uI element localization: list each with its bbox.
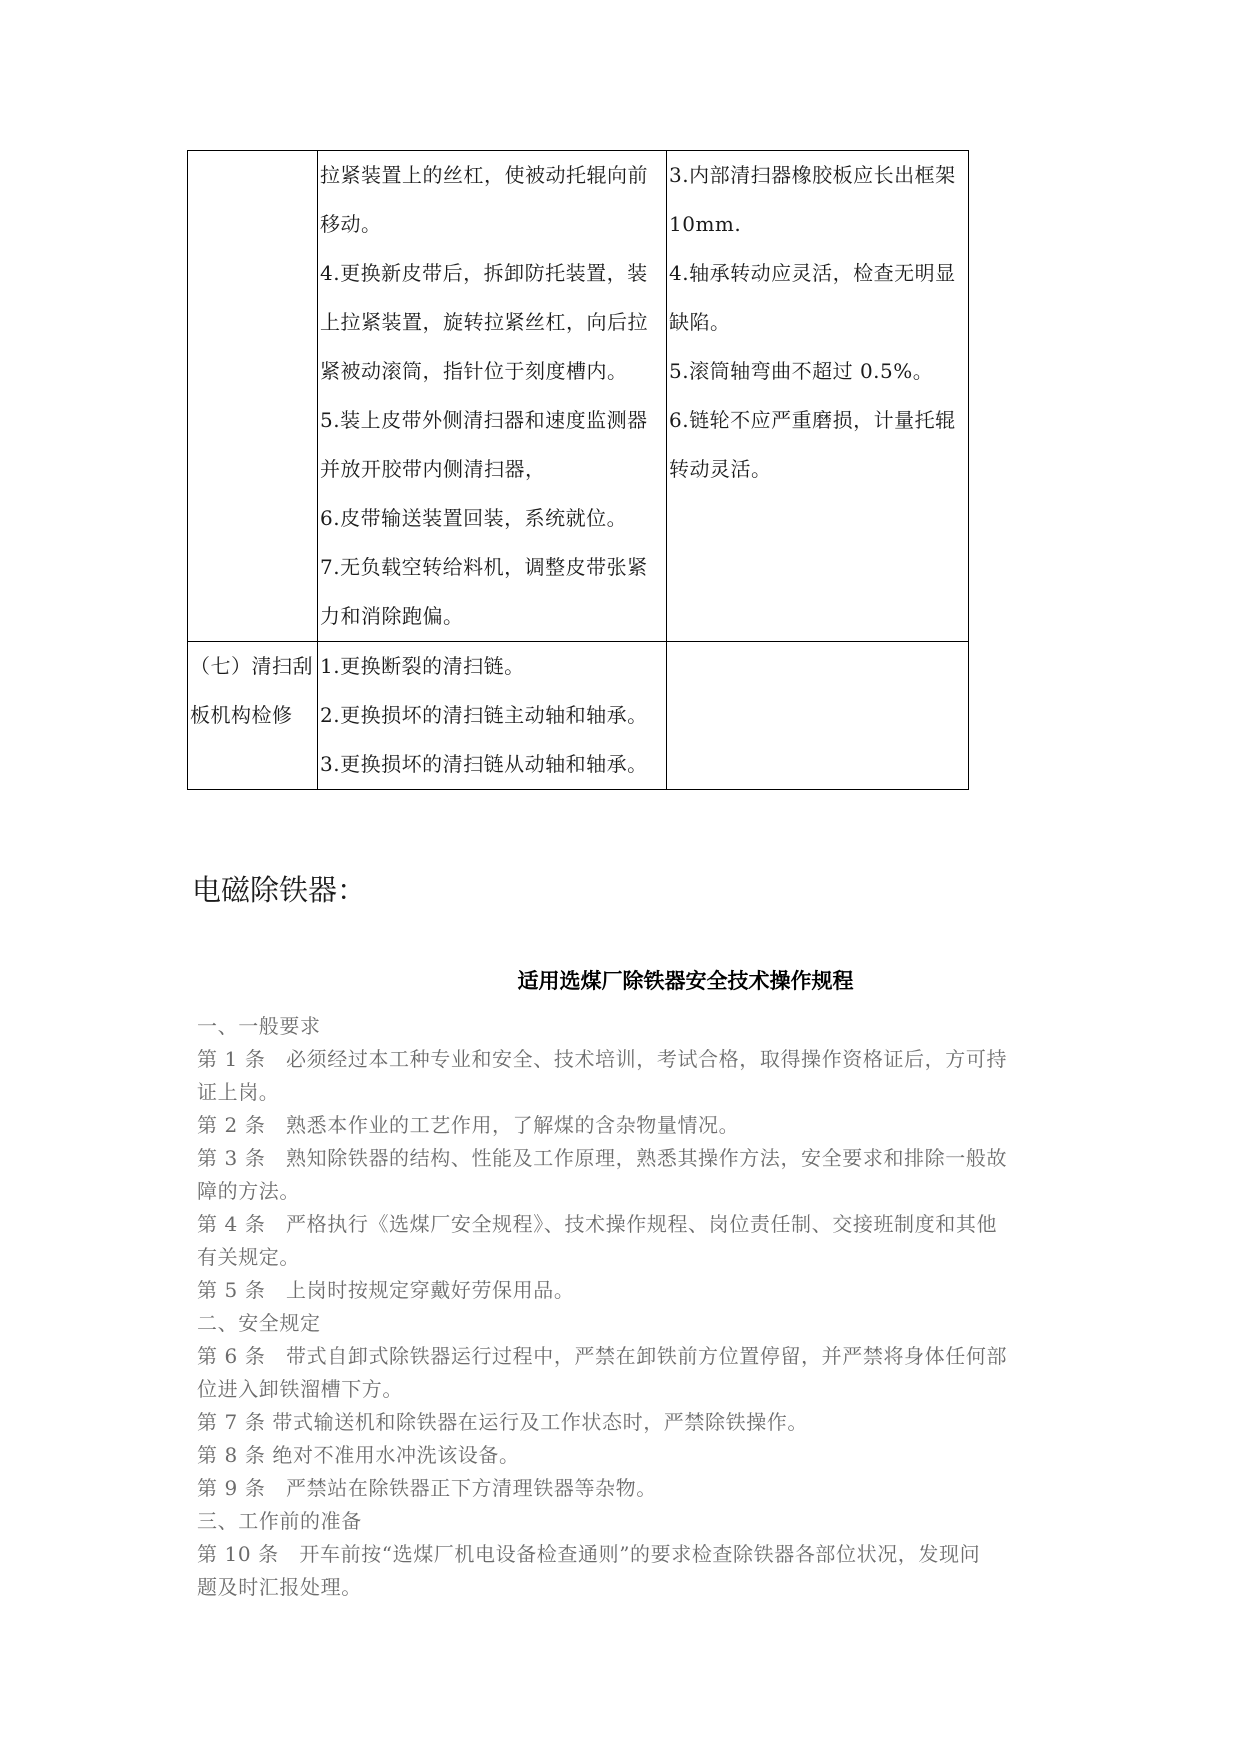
- text-line: 上拉紧装置，旋转拉紧丝杠，向后拉: [320, 310, 648, 334]
- text-line: 10mm.: [669, 212, 742, 236]
- text-line: 1.更换断裂的清扫链。: [320, 654, 525, 678]
- text-line: 4.轴承转动应灵活，检查无明显: [669, 261, 956, 285]
- text-line: 第 5 条 上岗时按规定穿戴好劳保用品。: [197, 1278, 575, 1302]
- text-line: 有关规定。: [197, 1245, 300, 1269]
- maintenance-table: [187, 150, 969, 790]
- text-line: 第 8 条 绝对不准用水冲洗该设备。: [197, 1443, 520, 1467]
- text-line: 证上岗。: [197, 1080, 280, 1104]
- steps-cell: [318, 642, 667, 790]
- text-line: 4.更换新皮带后，拆卸防托装置，装: [320, 261, 648, 285]
- standards-cell: [667, 151, 969, 642]
- text-line: 5.滚筒轴弯曲不超过 0.5%。: [669, 359, 934, 383]
- item-cell: [188, 151, 318, 642]
- text-line: 一、一般要求: [197, 1014, 321, 1038]
- text-line: 二、安全规定: [197, 1311, 321, 1335]
- text-line: 移动。: [320, 212, 382, 236]
- regulation-body: [197, 1010, 1067, 1604]
- section-heading: 电磁除铁器：: [192, 873, 367, 907]
- regulation-title: 适用选煤厂除铁器安全技术操作规程: [517, 969, 854, 993]
- text-line: 第 1 条 必须经过本工种专业和安全、技术培训，考试合格，取得操作资格证后，方可持: [197, 1047, 1008, 1071]
- table-row: [188, 642, 969, 790]
- text-line: 3.更换损坏的清扫链从动轴和轴承。: [320, 752, 648, 776]
- item-cell: [188, 642, 318, 790]
- text-line: （七）清扫刮: [190, 654, 313, 678]
- standards-cell: [667, 642, 969, 790]
- text-line: 障的方法。: [197, 1179, 300, 1203]
- table-row: [188, 151, 969, 642]
- text-line: 并放开胶带内侧清扫器，: [320, 457, 546, 481]
- text-line: 6.链轮不应严重磨损，计量托辊: [669, 408, 956, 432]
- text-line: 5.装上皮带外侧清扫器和速度监测器: [320, 408, 648, 432]
- text-line: 第 10 条 开车前按“选煤厂机电设备检查通则”的要求检查除铁器各部位状况，发现问: [197, 1542, 981, 1566]
- text-line: 第 3 条 熟知除铁器的结构、性能及工作原理，熟悉其操作方法，安全要求和排除一般故: [197, 1146, 1008, 1170]
- steps-cell: [318, 151, 667, 642]
- text-line: 三、工作前的准备: [197, 1509, 362, 1533]
- text-line: 第 6 条 带式自卸式除铁器运行过程中，严禁在卸铁前方位置停留，并严禁将身体任何部: [197, 1344, 1008, 1368]
- text-line: 第 7 条 带式输送机和除铁器在运行及工作状态时，严禁除铁操作。: [197, 1410, 808, 1434]
- text-line: 第 4 条 严格执行《选煤厂安全规程》、技术操作规程、岗位责任制、交接班制度和其他: [197, 1212, 998, 1236]
- text-line: 6.皮带输送装置回装，系统就位。: [320, 506, 628, 530]
- text-line: 7.无负载空转给料机，调整皮带张紧: [320, 555, 648, 579]
- text-line: 缺陷。: [669, 310, 731, 334]
- text-line: 第 2 条 熟悉本作业的工艺作用，了解煤的含杂物量情况。: [197, 1113, 740, 1137]
- text-line: 紧被动滚筒，指针位于刻度槽内。: [320, 359, 628, 383]
- text-line: 拉紧装置上的丝杠，使被动托辊向前: [320, 163, 648, 187]
- text-line: 第 9 条 严禁站在除铁器正下方清理铁器等杂物。: [197, 1476, 657, 1500]
- text-line: 力和消除跑偏。: [320, 604, 464, 628]
- text-line: 2.更换损坏的清扫链主动轴和轴承。: [320, 703, 648, 727]
- text-line: 题及时汇报处理。: [197, 1575, 362, 1599]
- text-line: 3.内部清扫器橡胶板应长出框架: [669, 163, 956, 187]
- text-line: 位进入卸铁溜槽下方。: [197, 1377, 403, 1401]
- text-line: 转动灵活。: [669, 457, 772, 481]
- text-line: 板机构检修: [190, 703, 293, 727]
